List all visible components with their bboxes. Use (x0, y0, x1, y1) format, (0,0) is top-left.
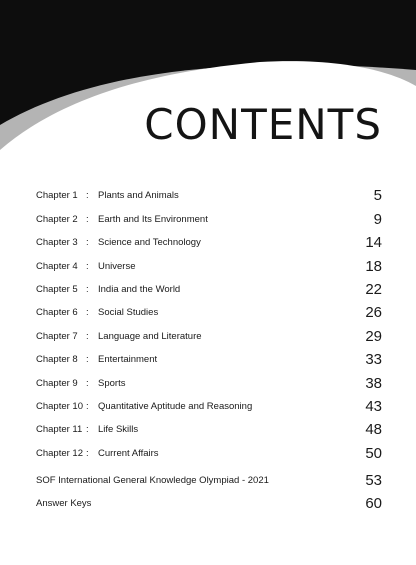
chapter-title: Universe (98, 260, 136, 272)
chapter-title: Earth and Its Environment (98, 213, 208, 225)
toc-row[interactable] (36, 392, 382, 415)
chapter-separator: : (86, 424, 89, 436)
chapter-title: Current Affairs (98, 447, 159, 459)
toc-row[interactable] (36, 181, 382, 204)
page-number: 5 (373, 187, 382, 205)
toc-row[interactable] (36, 275, 382, 298)
chapter-title: Social Studies (98, 307, 159, 319)
chapter-label: Chapter 2 (36, 213, 78, 225)
chapter-label: Chapter 12 (36, 447, 84, 459)
toc-row[interactable] (36, 228, 382, 251)
chapter-label: Chapter 5 (36, 283, 78, 295)
toc-row[interactable] (36, 345, 382, 368)
page-number: 60 (365, 495, 382, 513)
chapter-separator: : (86, 213, 89, 225)
chapter-label: Chapter 3 (36, 237, 78, 249)
toc-row[interactable] (36, 298, 382, 321)
page-title: CONTENTS (144, 100, 382, 149)
page-number: 18 (365, 257, 382, 275)
page-number: 14 (365, 234, 382, 252)
chapter-title: India and the World (98, 283, 181, 295)
toc-row[interactable] (36, 489, 382, 512)
chapter-separator: : (86, 377, 89, 389)
chapter-separator: : (86, 260, 89, 272)
toc-row[interactable] (36, 466, 382, 489)
toc-row[interactable] (36, 438, 382, 461)
chapter-separator: : (86, 400, 89, 412)
chapter-separator: : (86, 307, 89, 319)
chapter-title: Science and Technology (98, 237, 201, 249)
toc-row[interactable] (36, 321, 382, 344)
chapter-separator: : (86, 237, 89, 249)
chapter-title: Entertainment (98, 354, 158, 366)
page-number: 22 (365, 280, 382, 298)
section-title: SOF International General Knowledge Olympiad - 2021 (36, 475, 269, 487)
chapter-label: Chapter 7 (36, 330, 78, 342)
chapter-label: Chapter 1 (36, 190, 78, 202)
chapter-separator: : (86, 330, 89, 342)
chapter-label: Chapter 8 (36, 354, 78, 366)
chapter-title: Plants and Animals (98, 190, 179, 202)
chapter-separator: : (86, 190, 89, 202)
chapter-separator: : (86, 283, 89, 295)
toc-row[interactable] (36, 251, 382, 274)
page-number: 33 (365, 351, 382, 369)
chapter-separator: : (86, 354, 89, 366)
chapter-separator: : (86, 447, 89, 459)
page-number: 29 (365, 327, 382, 345)
chapter-title: Sports (98, 377, 126, 389)
chapter-label: Chapter 9 (36, 377, 78, 389)
page-number: 26 (365, 304, 382, 322)
toc-row[interactable] (36, 204, 382, 227)
page-number: 50 (365, 444, 382, 462)
chapter-title: Quantitative Aptitude and Reasoning (98, 400, 253, 412)
table-of-contents (36, 181, 382, 512)
chapter-label: Chapter 6 (36, 307, 78, 319)
page-number: 9 (373, 210, 382, 228)
chapter-title: Life Skills (98, 424, 139, 436)
toc-row[interactable] (36, 415, 382, 438)
chapter-label: Chapter 4 (36, 260, 78, 272)
page-number: 38 (365, 374, 382, 392)
chapter-title: Language and Literature (98, 330, 202, 342)
toc-row[interactable] (36, 368, 382, 391)
page-number: 43 (365, 397, 382, 415)
chapter-label: Chapter 10 (36, 400, 84, 412)
section-title: Answer Keys (36, 498, 92, 510)
page-number: 53 (365, 472, 382, 490)
page-number: 48 (365, 421, 382, 439)
chapter-label: Chapter 11 (36, 424, 83, 436)
